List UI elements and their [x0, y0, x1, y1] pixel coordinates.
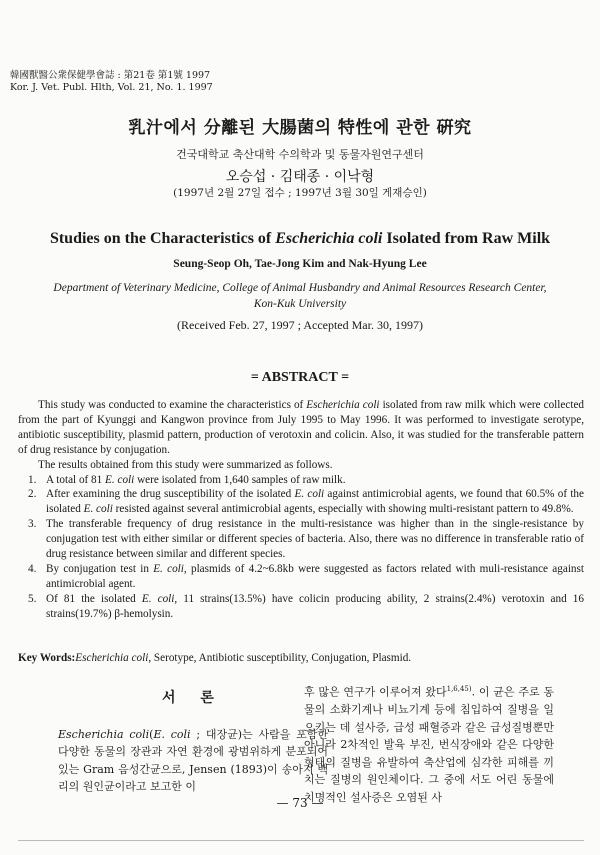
- english-dates: (Received Feb. 27, 1997 ; Accepted Mar. 30, 1997): [177, 318, 423, 332]
- result-text: against antimicrobial agents, we found that 60.5% of the isolated: [46, 488, 584, 516]
- result-text: , plasmids of 4.2~6.8kb were suggested as factors related with muli-resistance against antimicrobial agent.: [46, 562, 584, 590]
- intro-species: Escherichia coli: [58, 727, 150, 741]
- intro-right-paragraph: [304, 681, 554, 806]
- result-species: E. coli: [141, 592, 175, 605]
- key-words-species: Escherichia coli: [75, 652, 149, 664]
- result-text: resisted against several antimicrobial agents, especially with showing multi-resistant pattern to 49.8%.: [112, 503, 574, 516]
- result-item-1: [28, 473, 584, 488]
- key-words: [18, 652, 584, 664]
- english-affiliation-line2: Kon-Kuk University: [253, 298, 347, 310]
- result-text: A total of 81: [46, 473, 106, 486]
- result-item-5: [28, 592, 584, 622]
- result-text: Of 81 the isolated: [46, 592, 142, 605]
- result-species: E. coli: [105, 473, 135, 486]
- bottom-divider: [18, 840, 584, 841]
- results-list: [18, 473, 584, 622]
- journal-citation: [10, 70, 213, 94]
- abstract-p1-text-a: This study was conducted to examine the characteristics of: [38, 399, 307, 411]
- abstract-p1-species: Escherichia coli: [306, 399, 380, 411]
- journal-citation-english: Kor. J. Vet. Publ. Hlth, Vol. 21, No. 1. 1997: [10, 82, 213, 93]
- korean-affiliation: 건국대학교 축산대학 수의학과 및 동물자원연구센터: [176, 148, 424, 161]
- result-species: E. coli: [153, 562, 184, 575]
- abstract-paragraph-1: [18, 398, 584, 458]
- result-text: The transferable frequency of drug resistance in the multi-resistance was higher than in the single-resistance by conjugation test with either similar or different species of bacteria. Also, there was no difference in transferable ratio of drug resistance between similar and different species.: [46, 518, 584, 561]
- korean-dates: (1997년 2월 27일 접수 ; 1997년 3월 30일 게재승인): [173, 187, 427, 199]
- abstract-body: [18, 398, 584, 622]
- english-title-post: Isolated from Raw Milk: [382, 230, 551, 247]
- intro-heading: 서 론: [162, 690, 224, 706]
- intro-text: ; 대장균)는 사람을 포함한 다양한 동물의 장관과 자연 환경에 광범위하게 분포되어 있는 Gram 음성간균으로, Jensen (1893)이 송아지 백리의 원인균이라고 보고한 이: [58, 727, 328, 793]
- abstract-heading: = ABSTRACT =: [250, 370, 350, 385]
- key-words-list: , Serotype, Antibiotic susceptibility, Conjugation, Plasmid.: [148, 652, 412, 664]
- english-affiliation-line1: Department of Veterinary Medicine, College of Animal Husbandry and Animal Resources Research Center,: [53, 282, 547, 294]
- result-number: 5.: [28, 592, 37, 605]
- intro-text: 후 많은 연구가 이루어져 왔다: [304, 685, 447, 699]
- english-title: [0, 230, 600, 248]
- result-text: By conjugation test in: [46, 562, 154, 575]
- result-number: 3.: [28, 518, 37, 531]
- result-number: 2.: [28, 488, 37, 501]
- korean-title: 乳汁에서 分離된 大腸菌의 特性에 관한 硏究: [128, 118, 472, 138]
- english-affiliation: [0, 280, 600, 312]
- english-title-species: Escherichia coli: [275, 230, 383, 247]
- intro-text: . 이 균은 주로 동물의 소화기계나 비뇨기계 등에 침입하여 질병을 일으키는 데 설사증, 급성 패혈증과 같은 급성질병뿐만 아니라 2차적인 발육 부진, 번식장애와 같은 다양한 형태의 질병을 유발하여 축산업에 심각한 피해를 끼치는 질병의 원인체이다. 그 중에 서도 어린 동물에 치명적인 설사증은 오염된 사: [304, 685, 554, 804]
- result-item-2: [28, 487, 584, 517]
- result-species: E. coli: [294, 488, 325, 501]
- citation-superscript: 1,6,45): [446, 685, 472, 693]
- intro-species-abbrev: E. coli: [153, 727, 191, 741]
- english-authors: Seung-Seop Oh, Tae-Jong Kim and Nak-Hyung Lee: [173, 258, 427, 270]
- result-text: After examining the drug susceptibility of the isolated: [46, 488, 295, 501]
- result-text: , 11 strains(13.5%) have colicin producing ability, 2 strains(2.4%) verotoxin and 16 strains(19.7%) β-hemolysin.: [46, 592, 584, 620]
- result-number: 4.: [28, 562, 37, 575]
- korean-authors: 오승섭 · 김태종 · 이낙형: [225, 169, 375, 185]
- abstract-paragraph-2: The results obtained from this study were summarized as follows.: [38, 458, 333, 471]
- intro-left-paragraph: [58, 726, 328, 796]
- result-item-4: [28, 562, 584, 592]
- result-species: E. coli: [83, 503, 113, 516]
- intro-text: (: [149, 727, 154, 741]
- intro-right-column: [304, 681, 554, 806]
- result-number: 1.: [28, 473, 37, 486]
- page-number: — 73 —: [276, 796, 324, 810]
- key-words-label: Key Words:: [18, 652, 76, 664]
- result-item-3: [28, 517, 584, 562]
- english-title-pre: Studies on the Characteristics of: [49, 230, 276, 247]
- abstract-p1-text-b: isolated from raw milk which were collected from the part of Kyunggi and Kangwon province from July 1995 to May 1996. It was performed to investigate serotype, antibiotic susceptibility, plasmid pattern, production of verotoxin and colicin. Also, it was studied for the transferable pattern of drug resistance by conjugation.: [18, 399, 584, 456]
- result-text: were isolated from 1,640 samples of raw milk.: [134, 473, 346, 486]
- journal-citation-korean: 韓國獸醫公衆保健學會誌 : 第21卷 第1號 1997: [10, 70, 211, 81]
- intro-left-column: [58, 690, 328, 796]
